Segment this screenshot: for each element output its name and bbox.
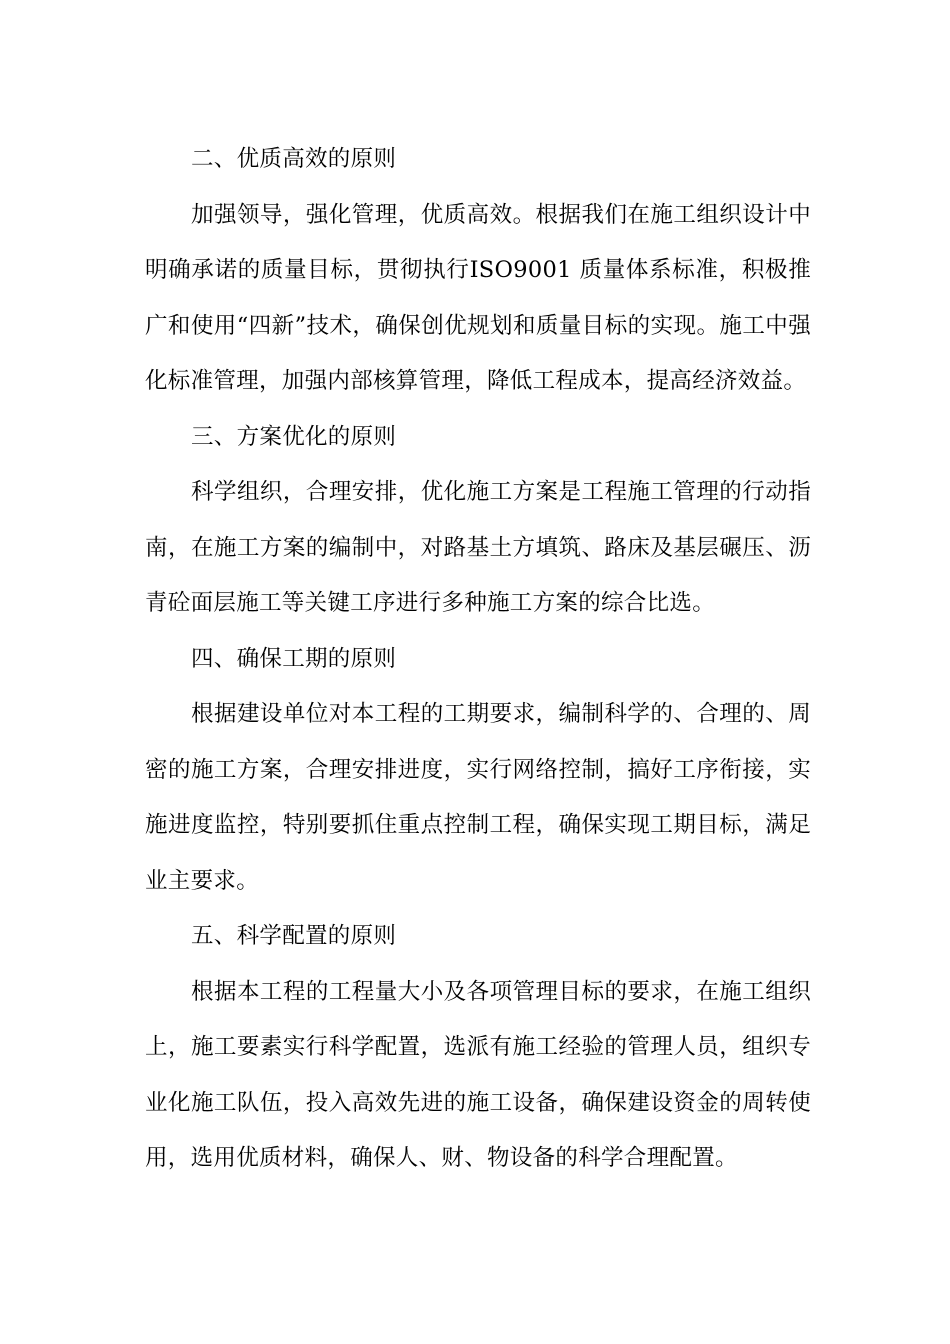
section-paragraph-plan-optimization: 科学组织，合理安排，优化施工方案是工程施工管理的行动指南，在施工方案的编制中，对路基土方填筑、路床及基层碾压、沥青砼面层施工等关键工序进行多种施工方案的综合比选。 [145, 479, 811, 616]
section-heading-plan-optimization: 三、方案优化的原则 [191, 423, 397, 450]
document-body [145, 132, 811, 1187]
section-heading-schedule: 四、确保工期的原则 [191, 645, 397, 672]
section-paragraph-schedule: 根据建设单位对本工程的工期要求，编制科学的、合理的、周密的施工方案，合理安排进度，实行网络控制，搞好工序衔接，实施进度监控，特别要抓住重点控制工程，确保实现工期目标，满足业主要求。 [145, 701, 811, 894]
section-paragraph-resource-allocation: 根据本工程的工程量大小及各项管理目标的要求，在施工组织上，施工要素实行科学配置，选派有施工经验的管理人员，组织专业化施工队伍，投入高效先进的施工设备，确保建设资金的周转使用，选用优质材料，确保人、财、物设备的科学合理配置。 [145, 978, 811, 1171]
section-paragraph-quality: 加强领导，强化管理，优质高效。根据我们在施工组织设计中明确承诺的质量目标，贯彻执行ISO9001 质量体系标准，积极推广和使用“四新”技术，确保创优规划和质量目标的实现。施工中强化标准管理，加强内部核算管理，降低工程成本，提高经济效益。 [145, 201, 811, 394]
section-heading-quality: 二、优质高效的原则 [191, 146, 397, 172]
section-heading-resource-allocation: 五、科学配置的原则 [191, 923, 397, 949]
